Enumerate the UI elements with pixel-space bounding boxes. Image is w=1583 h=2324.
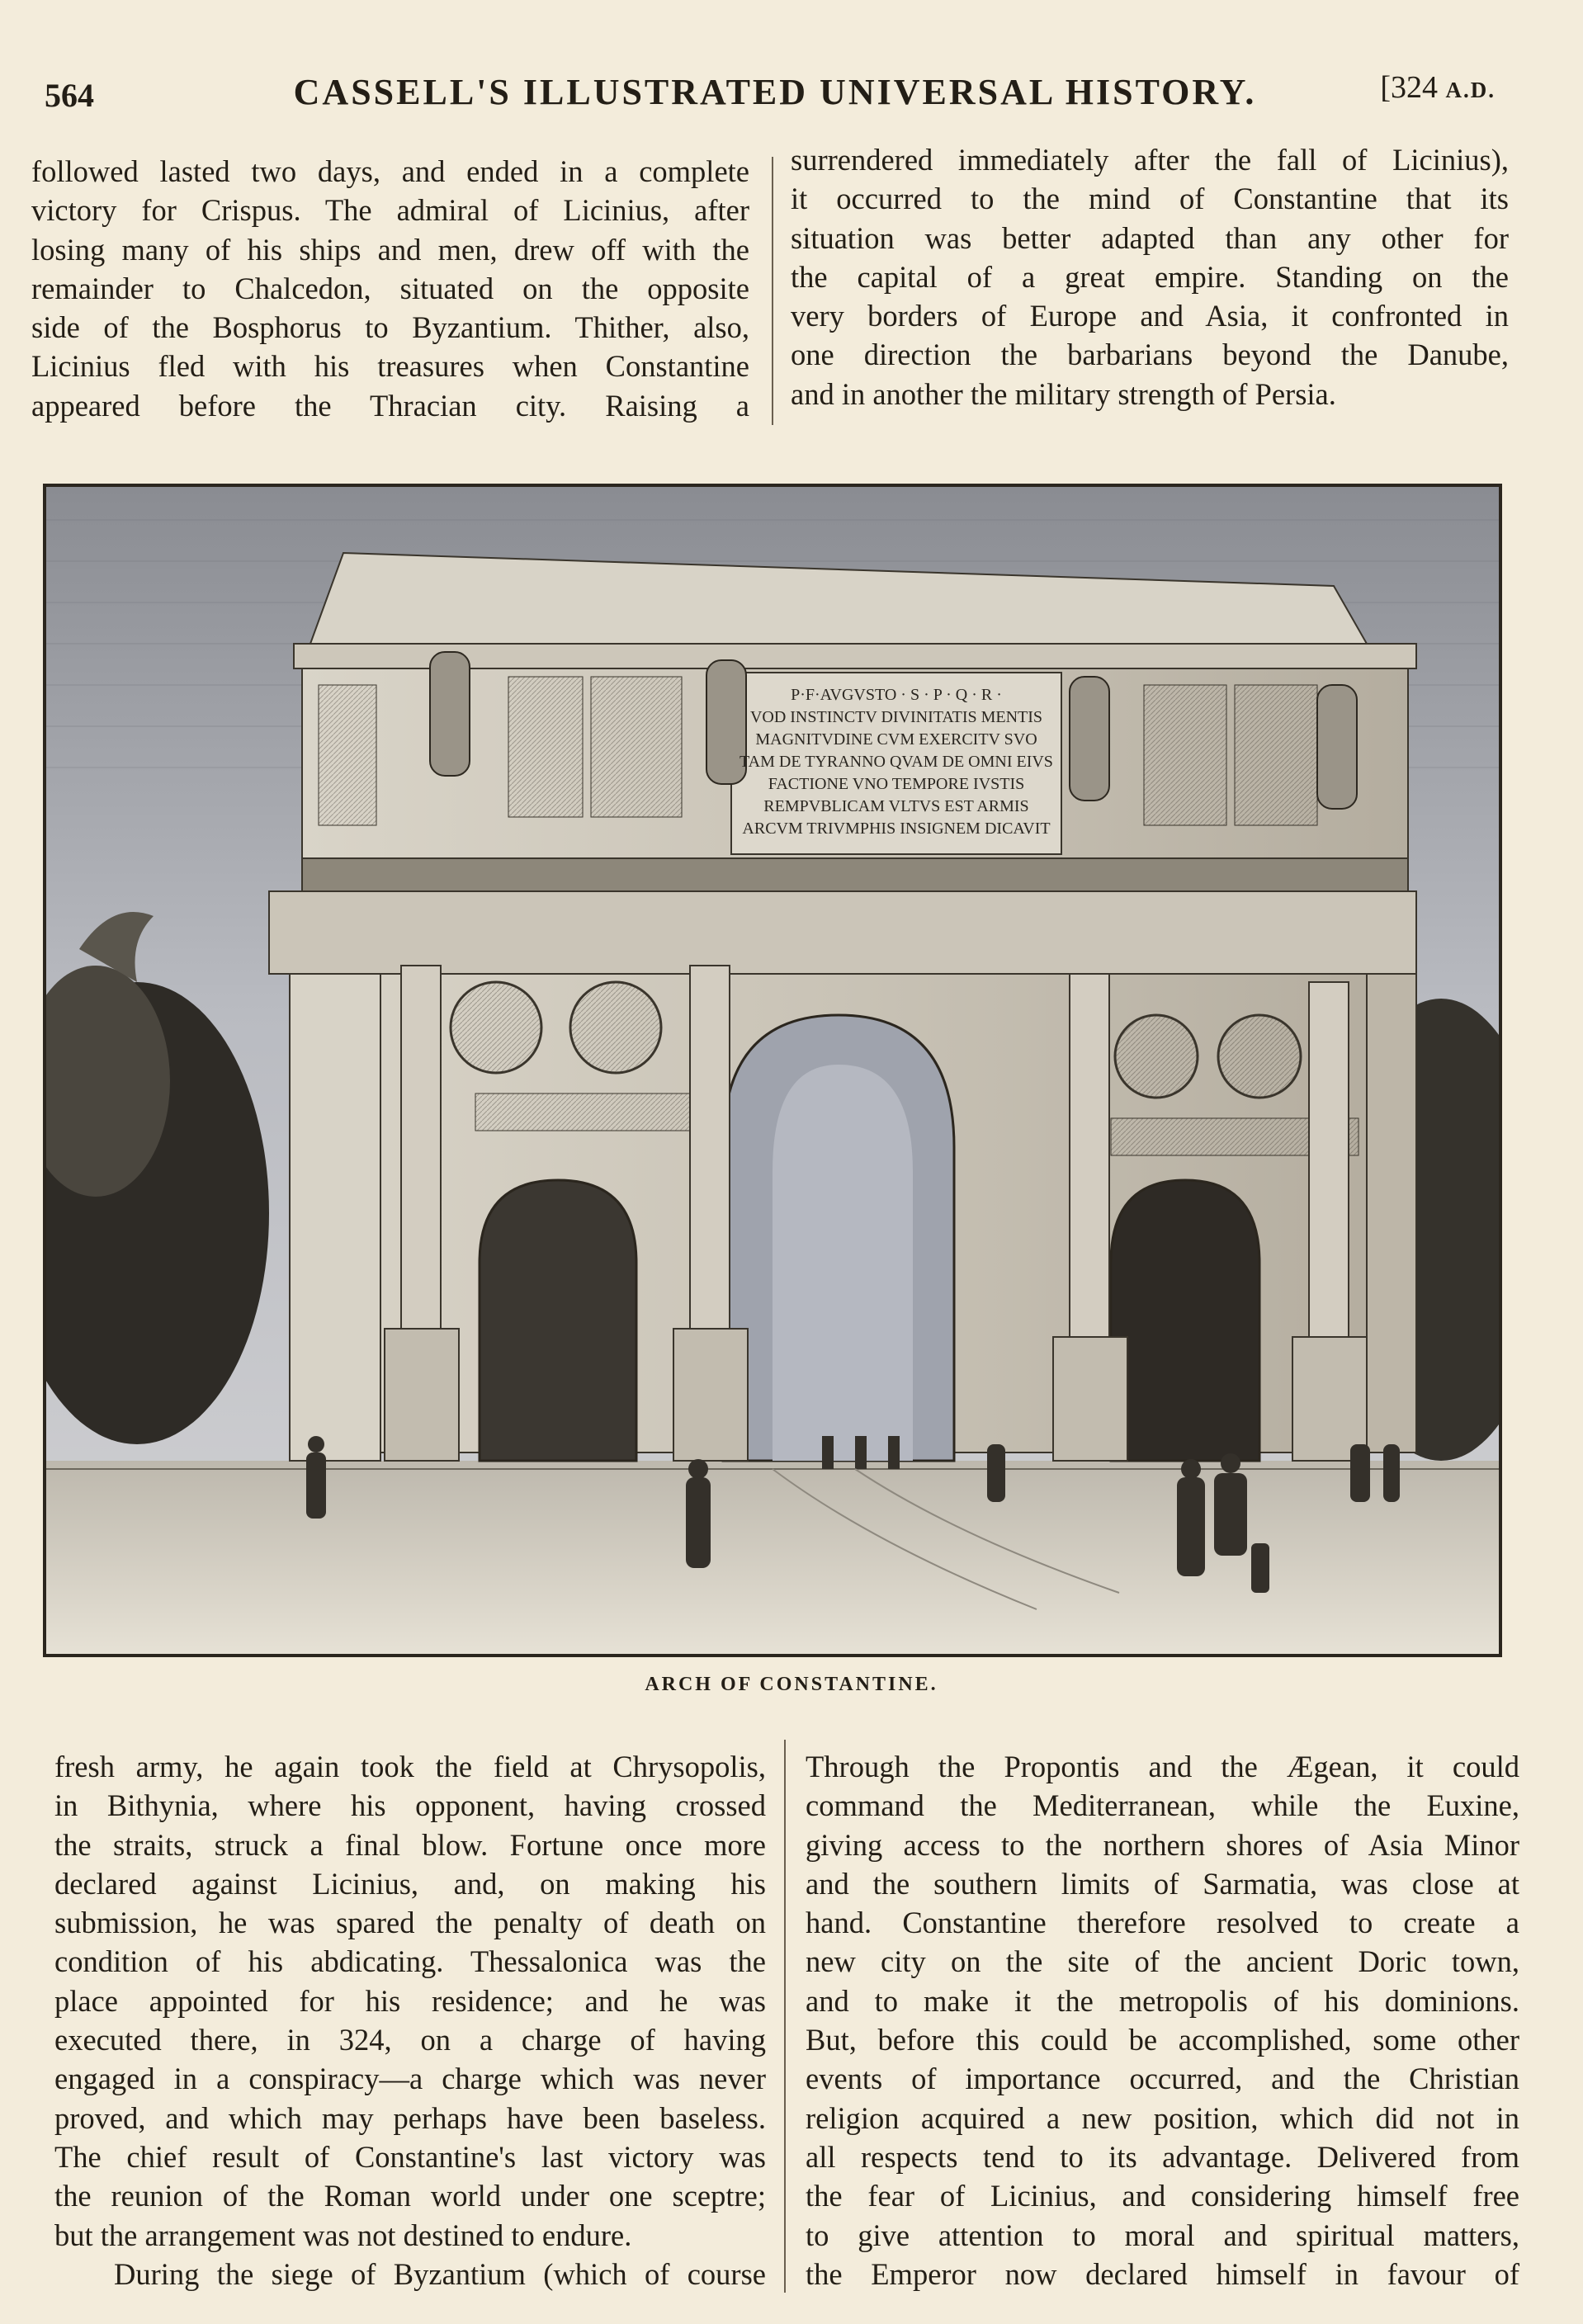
text-line: religion acquired a new position, which did not in xyxy=(806,2100,1519,2135)
text-line: place appointed for his residence; and he was xyxy=(54,1983,766,2018)
text-line: one direction the barbarians beyond the Danube, xyxy=(791,338,1509,372)
text-line: the capital of a great empire. Standing on the xyxy=(791,259,1509,294)
text-line: the Emperor now declared himself in favour of xyxy=(806,2256,1519,2291)
running-head xyxy=(45,68,1505,125)
inscription-text xyxy=(740,686,1053,838)
inscription-line: MAGNITVDINE CVM EXERCITV SVO xyxy=(755,730,1037,749)
text-line: all respects tend to its advantage. Delivered from xyxy=(806,2139,1519,2174)
inscription-line: FACTIONE VNO TEMPORE IVSTIS xyxy=(768,775,1025,793)
text-line: and the southern limits of Sarmatia, was close at xyxy=(806,1866,1519,1901)
text-line: and to make it the metropolis of his dominions. xyxy=(806,1983,1519,2018)
inscription-line: P·F·AVGVSTO · S · P · Q · R · xyxy=(791,686,1002,704)
text-line: losing many of his ships and men, drew off with the xyxy=(31,232,749,267)
figure-caption: ARCH OF CONSTANTINE. xyxy=(645,1674,938,1695)
text-line: new city on the site of the ancient Doric town, xyxy=(806,1944,1519,1979)
text-line: condition of his abdicating. Thessalonica was the xyxy=(54,1944,766,1979)
text-line: Licinius fled with his treasures when Constantine xyxy=(31,349,749,384)
text-line: appeared before the Thracian city. Raising a xyxy=(31,388,749,423)
date-era: A.D. xyxy=(1445,78,1496,102)
text-line: giving access to the northern shores of Asia Minor xyxy=(806,1827,1519,1862)
text-line: it occurred to the mind of Constantine that its xyxy=(791,182,1509,216)
upper-left-column xyxy=(31,152,749,425)
text-line: declared against Licinius, and, on making his xyxy=(54,1866,766,1901)
upper-right-column xyxy=(791,140,1509,413)
inscription-line: ARCVM TRIVMPHIS INSIGNEM DICAVIT xyxy=(742,820,1051,838)
upper-column-rule xyxy=(772,157,773,425)
left-archway xyxy=(480,1180,636,1461)
text-line: to give attention to moral and spiritual matters, xyxy=(806,2218,1519,2252)
text-line: proved, and which may perhaps have been baseless. xyxy=(54,2100,766,2135)
text-line: Through the Propontis and the Ægean, it could xyxy=(806,1750,1519,1783)
text-line: engaged in a conspiracy—a charge which was never xyxy=(54,2062,766,2096)
text-line: situation was better adapted than any other for xyxy=(791,220,1509,255)
right-archway xyxy=(1111,1180,1259,1461)
text-line: During the siege of Byzantium (which of course xyxy=(114,2256,766,2291)
text-line: the straits, struck a final blow. Fortune once more xyxy=(54,1827,766,1862)
text-line: command the Mediterranean, while the Euxine, xyxy=(806,1788,1519,1823)
arch-body xyxy=(269,891,1416,1461)
text-line: followed lasted two days, and ended in a complete xyxy=(31,154,749,188)
text-line: the fear of Licinius, and considering himself free xyxy=(806,2179,1519,2213)
text-line: fresh army, he again took the field at Chrysopolis, xyxy=(54,1750,766,1783)
text-line: hand. Constantine therefore resolved to create a xyxy=(806,1906,1519,1940)
ground xyxy=(46,1461,1499,1654)
text-line: side of the Bosphorus to Byzantium. Thither, also, xyxy=(31,310,749,345)
text-line: remainder to Chalcedon, situated on the opposite xyxy=(31,271,749,305)
text-line: surrendered immediately after the fall of Licinius), xyxy=(791,143,1509,177)
inscription-line: REMPVBLICAM VLTVS EST ARMIS xyxy=(763,797,1029,815)
text-line: victory for Crispus. The admiral of Licinius, after xyxy=(31,193,749,228)
inscription-line: VOD INSTINCTV DIVINITATIS MENTIS xyxy=(749,708,1043,726)
engraving-drawing xyxy=(46,487,1499,1654)
inscription-line: TAM DE TYRANNO QVAM DE OMNI EIVS xyxy=(740,753,1053,771)
text-line: in Bithynia, where his opponent, having crossed xyxy=(54,1788,766,1823)
text-line: executed there, in 324, on a charge of having xyxy=(54,2023,766,2057)
text-line: but the arrangement was not destined to endure. xyxy=(54,2218,632,2252)
running-date xyxy=(1380,69,1496,106)
text-line: the reunion of the Roman world under one sceptre; xyxy=(54,2179,766,2213)
text-line: The chief result of Constantine's last victory was xyxy=(54,2139,766,2174)
text-line: very borders of Europe and Asia, it confronted in xyxy=(791,299,1509,333)
date-year: [324 xyxy=(1380,70,1438,105)
text-line: But, before this could be accomplished, some other xyxy=(806,2023,1519,2057)
page-number: 564 xyxy=(45,77,94,114)
lower-column-rule xyxy=(784,1740,786,2293)
arch-of-constantine-illustration xyxy=(43,484,1502,1657)
lower-right-column xyxy=(806,1747,1519,2293)
text-line: submission, he was spared the penalty of death on xyxy=(54,1906,766,1940)
running-title: CASSELL'S ILLUSTRATED UNIVERSAL HISTORY. xyxy=(293,72,1257,112)
lower-left-column xyxy=(54,1747,766,2293)
text-line: and in another the military strength of Persia. xyxy=(791,376,1336,411)
text-line: events of importance occurred, and the Christian xyxy=(806,2062,1519,2096)
